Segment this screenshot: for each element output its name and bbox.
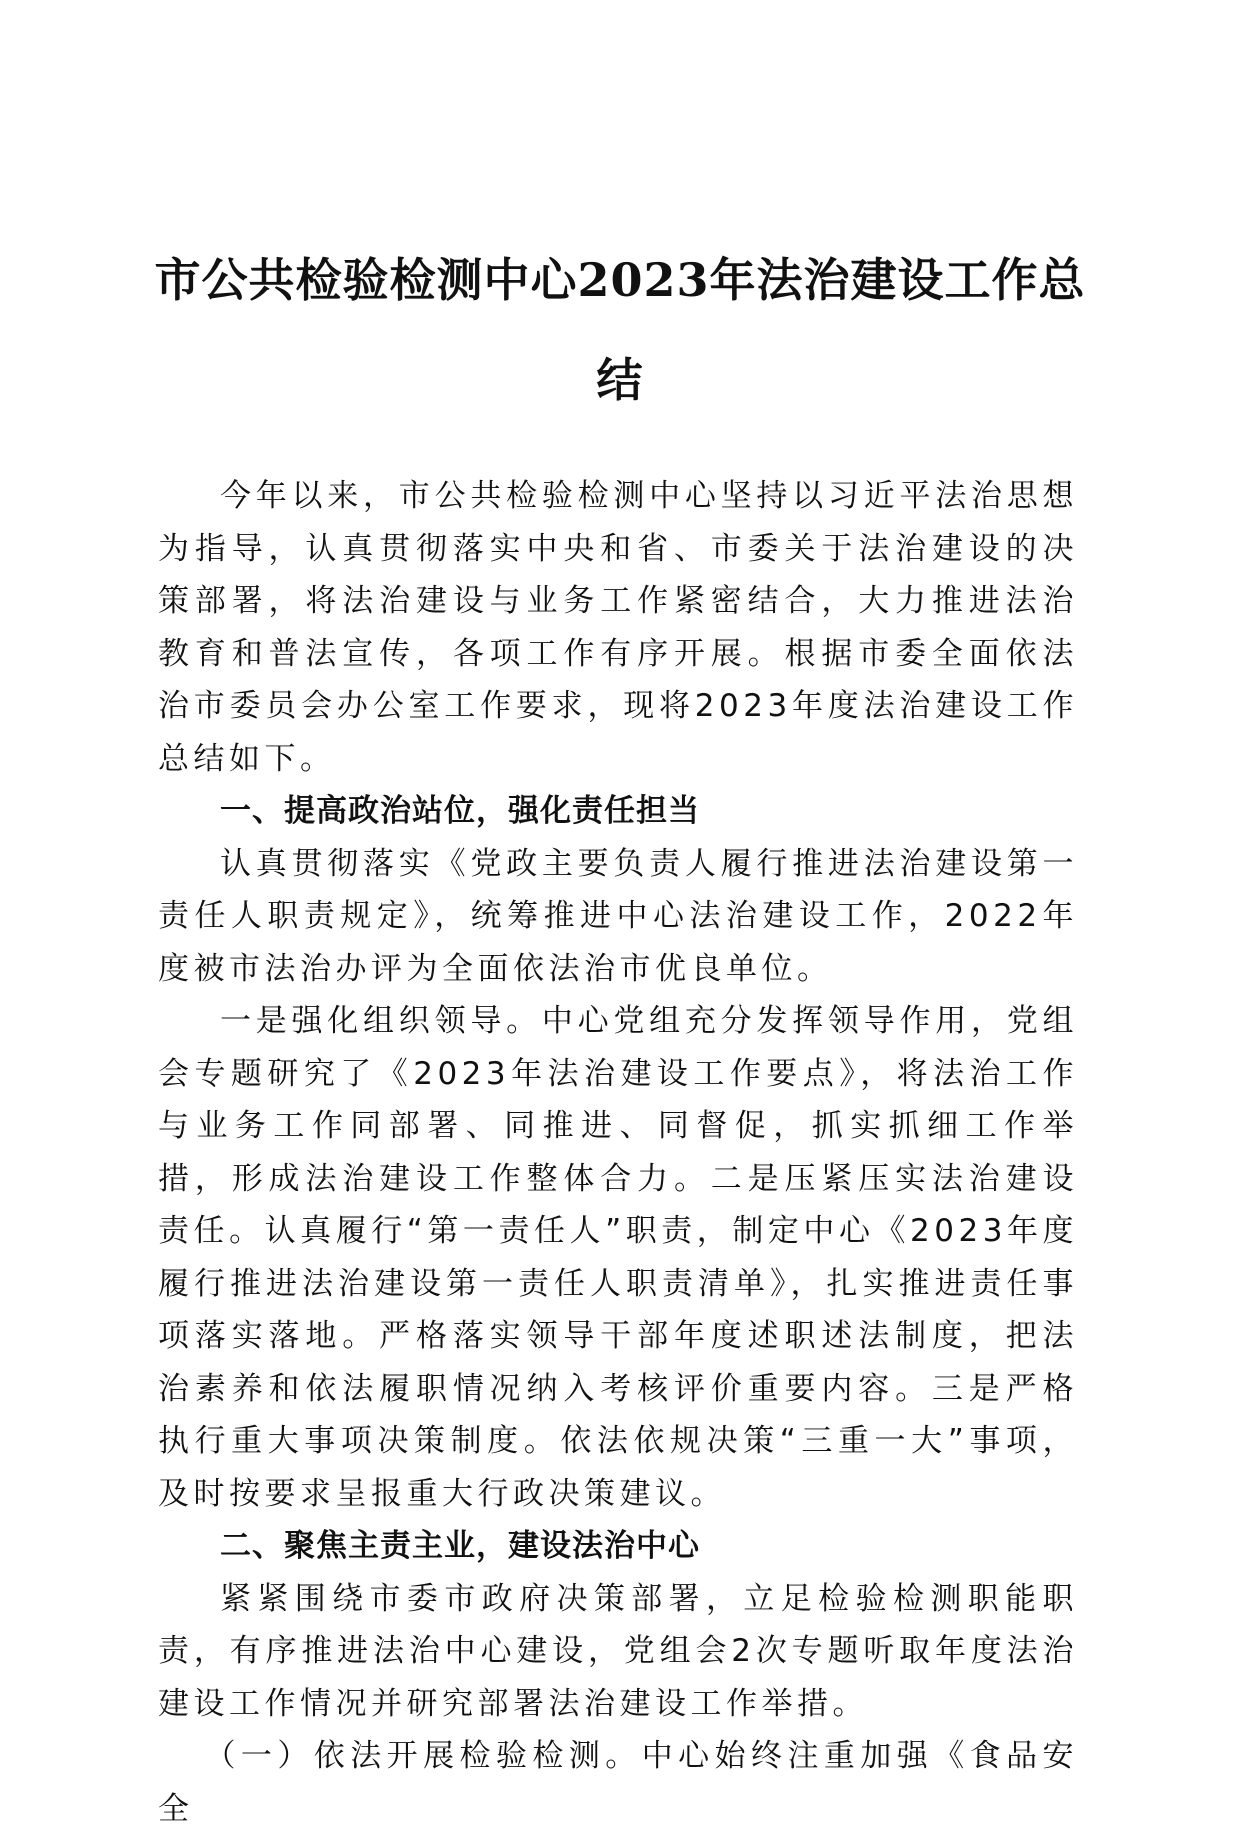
section-2-paragraph-1: 紧紧围绕市委市政府决策部署，立足检验检测职能职责，有序推进法治中心建设，党组会2次专题听取年度法治建设工作情况并研究部署法治建设工作举措。 bbox=[158, 1580, 1078, 1722]
document-title bbox=[150, 230, 1090, 430]
title-line-2: 结 bbox=[596, 353, 644, 407]
document-body bbox=[158, 470, 1078, 1835]
section-2-heading: 二、聚焦主责主业，建设法治中心 bbox=[220, 1528, 700, 1564]
section-2-paragraph-2: （一）依法开展检验检测。中心始终注重加强《食品安全 bbox=[158, 1738, 1078, 1827]
title-line-1: 市公共检验检测中心2023年法治建设工作总 bbox=[154, 253, 1086, 307]
section-1-heading: 一、提高政治站位，强化责任担当 bbox=[220, 793, 700, 829]
intro-paragraph: 今年以来，市公共检验检测中心坚持以习近平法治思想为指导，认真贯彻落实中央和省、市委关于法治建设的决策部署，将法治建设与业务工作紧密结合，大力推进法治教育和普法宣传，各项工作有序开展。根据市委全面依法治市委员会办公室工作要求，现将2023年度法治建设工作总结如下。 bbox=[158, 478, 1078, 777]
section-1-paragraph-2: 一是强化组织领导。中心党组充分发挥领导作用，党组会专题研究了《2023年法治建设工作要点》，将法治工作与业务工作同部署、同推进、同督促，抓实抓细工作举措，形成法治建设工作整体合力。二是压紧压实法治建设责任。认真履行“第一责任人”职责，制定中心《2023年度履行推进法治建设第一责任人职责清单》，扎实推进责任事项落实落地。严格落实领导干部年度述职述法制度，把法治素养和依法履职情况纳入考核评价重要内容。三是严格执行重大事项决策制度。依法依规决策“三重一大”事项，及时按要求呈报重大行政决策建议。 bbox=[158, 1003, 1078, 1512]
section-1-paragraph-1: 认真贯彻落实《党政主要负责人履行推进法治建设第一责任人职责规定》，统筹推进中心法治建设工作，2022年度被市法治办评为全面依法治市优良单位。 bbox=[158, 845, 1078, 987]
